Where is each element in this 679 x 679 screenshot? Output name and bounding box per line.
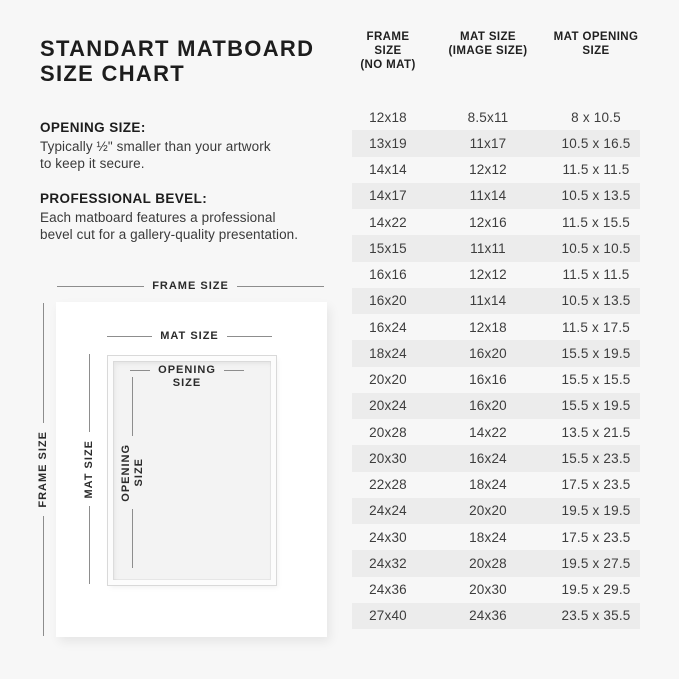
table-cell: 11.5 x 17.5 [562,319,630,335]
left-panel [40,36,340,243]
table-row [352,104,640,130]
professional-bevel-heading: PROFESSIONAL BEVEL: [40,191,208,206]
table-row [352,209,640,235]
opening-size-label-word1: OPENING [119,443,132,502]
table-cell: 12x12 [469,267,507,283]
frame-size-label-vertical [36,303,50,636]
dimension-line [130,370,150,371]
table-cell: 20x20 [369,372,407,388]
table-cell: 24x32 [369,555,407,571]
table-row [352,157,640,183]
column-header-text: (IMAGE SIZE) [448,45,528,57]
table-cell: 20x30 [469,582,507,598]
table-cell: 16x16 [469,372,507,388]
table-cell: 19.5 x 19.5 [561,503,631,519]
table-cell: 13x19 [369,135,407,151]
table-cell: 22x28 [369,477,407,493]
table-cell: 10.5 x 10.5 [561,240,631,256]
table-row [352,603,640,629]
size-table [352,30,640,629]
frame-size-label-text: FRAME SIZE [37,431,49,508]
table-row [352,445,640,471]
table-cell: 12x18 [369,109,407,125]
mat-size-label-text: MAT SIZE [160,330,219,342]
table-cell: 17.5 x 23.5 [561,477,631,493]
table-cell: 14x14 [369,162,407,178]
table-cell: 18x24 [369,345,407,361]
table-cell: 16x24 [469,450,507,466]
dimension-line [89,354,90,432]
table-cell: 14x17 [369,188,407,204]
table-row [352,367,640,393]
table-cell: 19.5 x 29.5 [561,582,631,598]
page-title [40,36,340,86]
dimension-line [89,506,90,584]
column-header-text: (NO MAT) [360,59,416,71]
table-cell: 8.5x11 [467,109,509,125]
table-row [352,235,640,261]
table-cell: 24x30 [369,529,407,545]
table-cell: 10.5 x 13.5 [561,188,631,204]
table-cell: 10.5 x 13.5 [561,293,631,309]
table-cell: 24x36 [369,582,407,598]
table-cell: 11x14 [469,293,507,309]
table-cell: 10.5 x 16.5 [561,135,631,151]
table-cell: 15.5 x 19.5 [561,345,631,361]
table-cell: 17.5 x 23.5 [561,529,631,545]
professional-bevel-section [40,191,340,243]
table-cell: 11.5 x 11.5 [562,267,630,283]
table-cell: 23.5 x 35.5 [561,608,631,624]
table-cell: 11x14 [469,188,507,204]
table-cell: 19.5 x 27.5 [561,555,631,571]
dimension-line [224,370,244,371]
opening-size-label-text [120,444,145,502]
table-cell: 18x24 [469,477,507,493]
table-row [352,340,640,366]
column-header-text: SIZE [582,45,610,57]
table-header [352,30,640,72]
table-row [352,550,640,576]
table-row [352,314,640,340]
opening-size-section [40,120,340,172]
dimension-line [227,336,272,337]
opening-size-label-word1: OPENING [158,364,216,376]
opening-size-label-word2: SIZE [172,377,202,389]
table-row [352,262,640,288]
table-row [352,524,640,550]
table-cell: 15.5 x 19.5 [561,398,631,414]
column-header-text: MAT OPENING [553,31,639,43]
table-cell: 11.5 x 11.5 [562,162,630,178]
frame-size-label-text: FRAME SIZE [152,280,229,292]
table-cell: 16x16 [369,267,407,283]
table-body [352,104,640,629]
opening-size-label-vertical [118,377,146,568]
table-cell: 16x20 [469,345,507,361]
table-cell: 20x24 [369,398,407,414]
column-header-text: MAT SIZE [459,31,516,43]
dimension-line [43,303,44,423]
table-cell: 27x40 [369,608,407,624]
opening-size-label-horizontal [130,364,244,390]
page-title-line2: SIZE CHART [40,61,185,86]
table-cell: 15.5 x 15.5 [561,372,631,388]
page-title-line1: STANDART MATBOARD [40,36,315,61]
table-cell: 20x20 [469,503,507,519]
opening-size-body-line1: Typically ½" smaller than your artwork [40,139,271,154]
table-cell: 24x36 [469,608,507,624]
professional-bevel-body-line2: bevel cut for a gallery-quality presentation. [40,227,299,242]
opening-size-heading: OPENING SIZE: [40,120,146,135]
mat-size-label-vertical [82,354,96,584]
table-cell: 20x28 [369,424,407,440]
table-cell: 20x28 [469,555,507,571]
table-cell: 15x15 [369,240,407,256]
professional-bevel-body-line1: Each matboard features a professional [40,210,276,225]
table-cell: 16x20 [369,293,407,309]
opening-size-label-word2: SIZE [132,458,145,487]
opening-size-body-line2: to keep it secure. [40,156,145,171]
table-cell: 11.5 x 15.5 [562,214,630,230]
column-header-text: FRAME SIZE [366,31,410,57]
table-cell: 12x16 [469,214,507,230]
dimension-line [132,377,133,436]
dimension-line [237,286,324,287]
table-cell: 12x18 [469,319,507,335]
table-cell: 24x24 [369,503,407,519]
table-row [352,577,640,603]
table-row [352,472,640,498]
table-row [352,498,640,524]
table-row [352,419,640,445]
dimension-line [57,286,144,287]
dimension-line [43,516,44,636]
table-cell: 13.5 x 21.5 [561,424,631,440]
table-cell: 16x24 [369,319,407,335]
table-cell: 14x22 [369,214,407,230]
frame-size-label-horizontal [57,280,324,293]
table-cell: 20x30 [369,450,407,466]
table-row [352,183,640,209]
table-cell: 14x22 [469,424,507,440]
table-cell: 12x12 [469,162,507,178]
table-row [352,130,640,156]
opening-size-label-text [158,364,216,390]
table-cell: 16x20 [469,398,507,414]
column-header-mat-size [424,30,552,72]
column-header-mat-opening [552,30,640,72]
table-cell: 8 x 10.5 [571,109,621,125]
mat-size-label-text: MAT SIZE [83,439,95,499]
table-cell: 15.5 x 23.5 [561,450,631,466]
table-cell: 18x24 [469,529,507,545]
dimension-line [132,509,133,568]
mat-size-label-horizontal [107,330,272,343]
column-header-frame-size [352,30,424,72]
table-row [352,393,640,419]
table-row [352,288,640,314]
table-cell: 11x17 [469,135,507,151]
table-cell: 11x11 [470,240,506,256]
dimension-line [107,336,152,337]
